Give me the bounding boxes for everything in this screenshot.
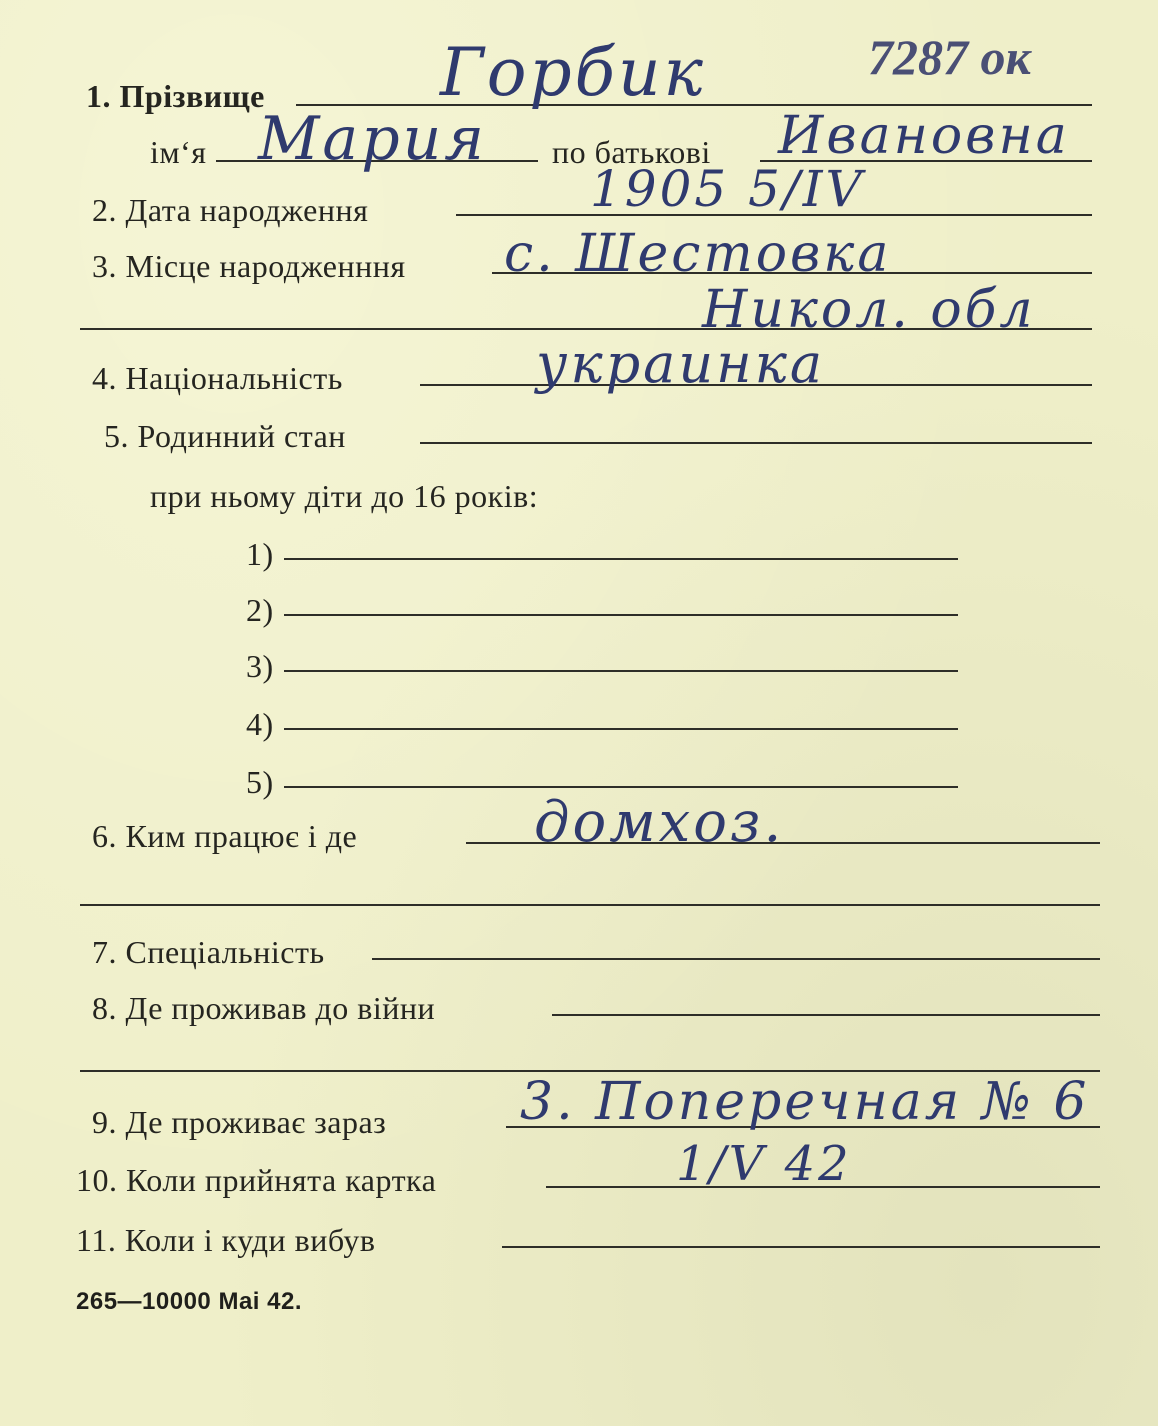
label-prewar-residence: 8. Де проживав до війни bbox=[92, 990, 436, 1026]
label-birth-date: 2. Дата народження bbox=[92, 192, 369, 228]
label-child-4: 4) bbox=[246, 706, 274, 742]
line-child-3 bbox=[284, 670, 958, 672]
print-code: 265—10000 Mai 42. bbox=[76, 1288, 302, 1315]
value-registration-stamp: 7287 ок bbox=[868, 29, 1031, 85]
value-patronymic: Ивановна bbox=[778, 106, 1070, 166]
line-occupation-continued bbox=[80, 904, 1100, 906]
line-child-2 bbox=[284, 614, 958, 616]
line-child-5 bbox=[284, 786, 958, 788]
label-card-accepted: 10. Коли прийнята картка bbox=[76, 1162, 437, 1198]
value-nationality: украинка bbox=[536, 332, 826, 395]
label-child-1: 1) bbox=[246, 536, 274, 572]
label-child-3: 3) bbox=[246, 648, 274, 684]
label-child-2: 2) bbox=[246, 592, 274, 628]
line-child-1 bbox=[284, 558, 958, 560]
line-marital-status bbox=[420, 442, 1092, 444]
value-birth-place-line2: Никол. обл bbox=[702, 280, 1036, 340]
label-first-name: ім‘я bbox=[150, 134, 207, 170]
value-occupation: домхоз. bbox=[534, 790, 785, 855]
label-occupation: 6. Ким працює і де bbox=[92, 818, 358, 854]
value-surname: Горбик bbox=[440, 34, 706, 111]
label-child-5: 5) bbox=[246, 764, 274, 800]
label-patronymic: по батькові bbox=[552, 134, 711, 170]
label-surname: 1. Прізвище bbox=[86, 78, 265, 114]
label-departure: 11. Коли і куди вибув bbox=[76, 1222, 376, 1258]
label-current-residence: 9. Де проживає зараз bbox=[92, 1104, 387, 1140]
label-marital-status: 5. Родинний стан bbox=[104, 418, 346, 454]
value-birth-date: 1905 5/IV bbox=[590, 160, 865, 218]
line-prewar-residence bbox=[552, 1014, 1100, 1016]
value-birth-place-line1: с. Шестовка bbox=[504, 224, 892, 284]
line-departure bbox=[502, 1246, 1100, 1248]
label-nationality: 4. Національність bbox=[92, 360, 343, 396]
value-card-accepted: 1/V 42 bbox=[676, 1136, 852, 1192]
value-current-residence: 3. Поперечная № 6 bbox=[520, 1072, 1090, 1132]
label-children: при ньому діти до 16 років: bbox=[150, 478, 539, 514]
line-specialty bbox=[372, 958, 1100, 960]
label-birth-place: 3. Місце народженння bbox=[92, 248, 406, 284]
value-first-name: Мария bbox=[258, 104, 487, 174]
line-child-4 bbox=[284, 728, 958, 730]
label-specialty: 7. Спеціальність bbox=[92, 934, 325, 970]
